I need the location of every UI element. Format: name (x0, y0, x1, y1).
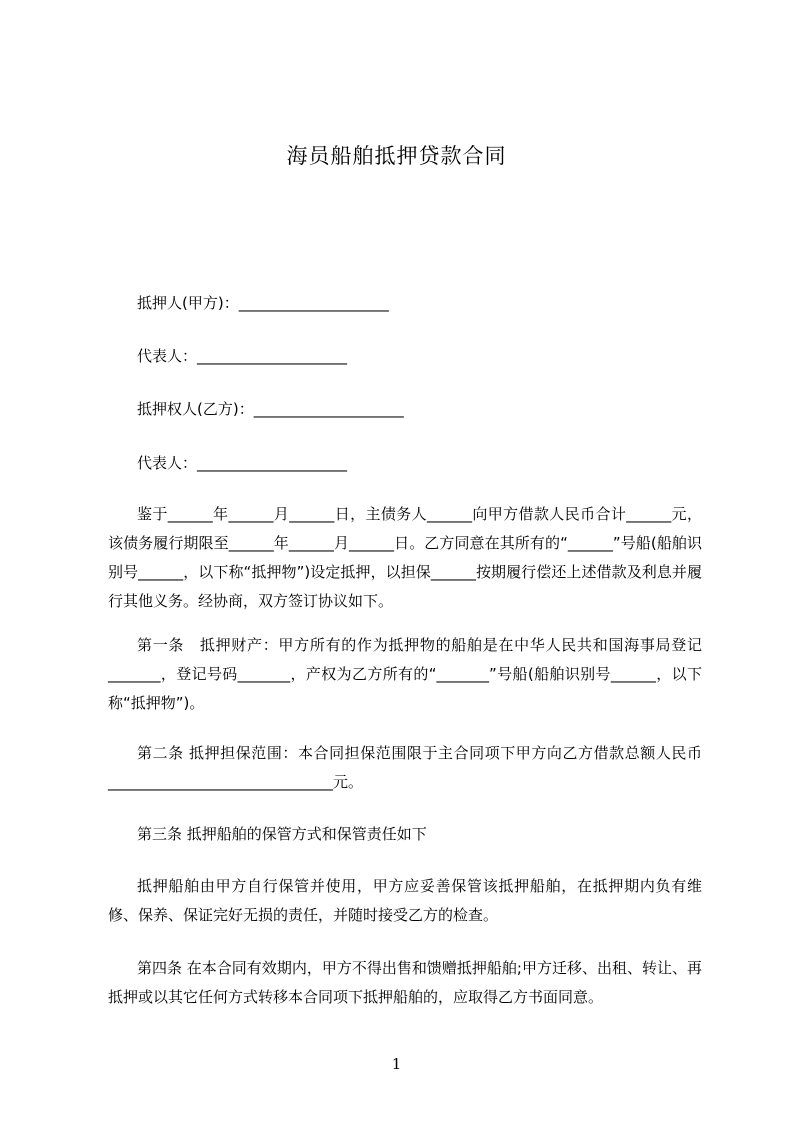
article-2-paragraph: 第二条 抵押担保范围：本合同担保范围限于主合同项下甲方向乙方借款总额人民币______________________________元。 (108, 744, 702, 791)
article-3-body: 抵押船舶由甲方自行保管并使用，甲方应妥善保管该抵押船舶，在抵押期内负有维修、保养、保证完好无损的责任，并随时接受乙方的检查。 (108, 877, 702, 924)
page-number: 1 (391, 1055, 402, 1073)
mortgagor-field: 抵押人(甲方)：____________________ (137, 294, 389, 312)
article-3-heading: 第三条 抵押船舶的保管方式和保管责任如下 (137, 825, 427, 843)
article-1-paragraph: 第一条 抵押财产：甲方所有的作为抵押物的船舶是在中华人民共和国海事局登记_______，登记号码_______，产权为乙方所有的“_______”号船(船舶识别号______，以下称“抵押物”)。 (108, 636, 702, 712)
preamble-paragraph: 鉴于______年______月______日，主债务人______向甲方借款人民币合计______元，该债务履行期限至______年______月______日。乙方同意在其所有的“______”号船(船舶识别号______，以下称“抵押物”)设定抵押，以担保______按期履行偿还上述借款及利息并履行其他义务。经协商，双方签订协议如下。 (108, 505, 702, 610)
mortgagor-representative-field: 代表人：____________________ (137, 347, 348, 365)
mortgagee-representative-field: 代表人：____________________ (137, 454, 348, 472)
document-title: 海员船舶抵押贷款合同 (286, 144, 507, 168)
article-4-paragraph: 第四条 在本合同有效期内，甲方不得出售和馈赠抵押船舶;甲方迁移、出租、转让、再抵押或以其它任何方式转移本合同项下抵押船舶的，应取得乙方书面同意。 (108, 959, 702, 1006)
mortgagee-field: 抵押权人(乙方)：____________________ (137, 400, 404, 418)
